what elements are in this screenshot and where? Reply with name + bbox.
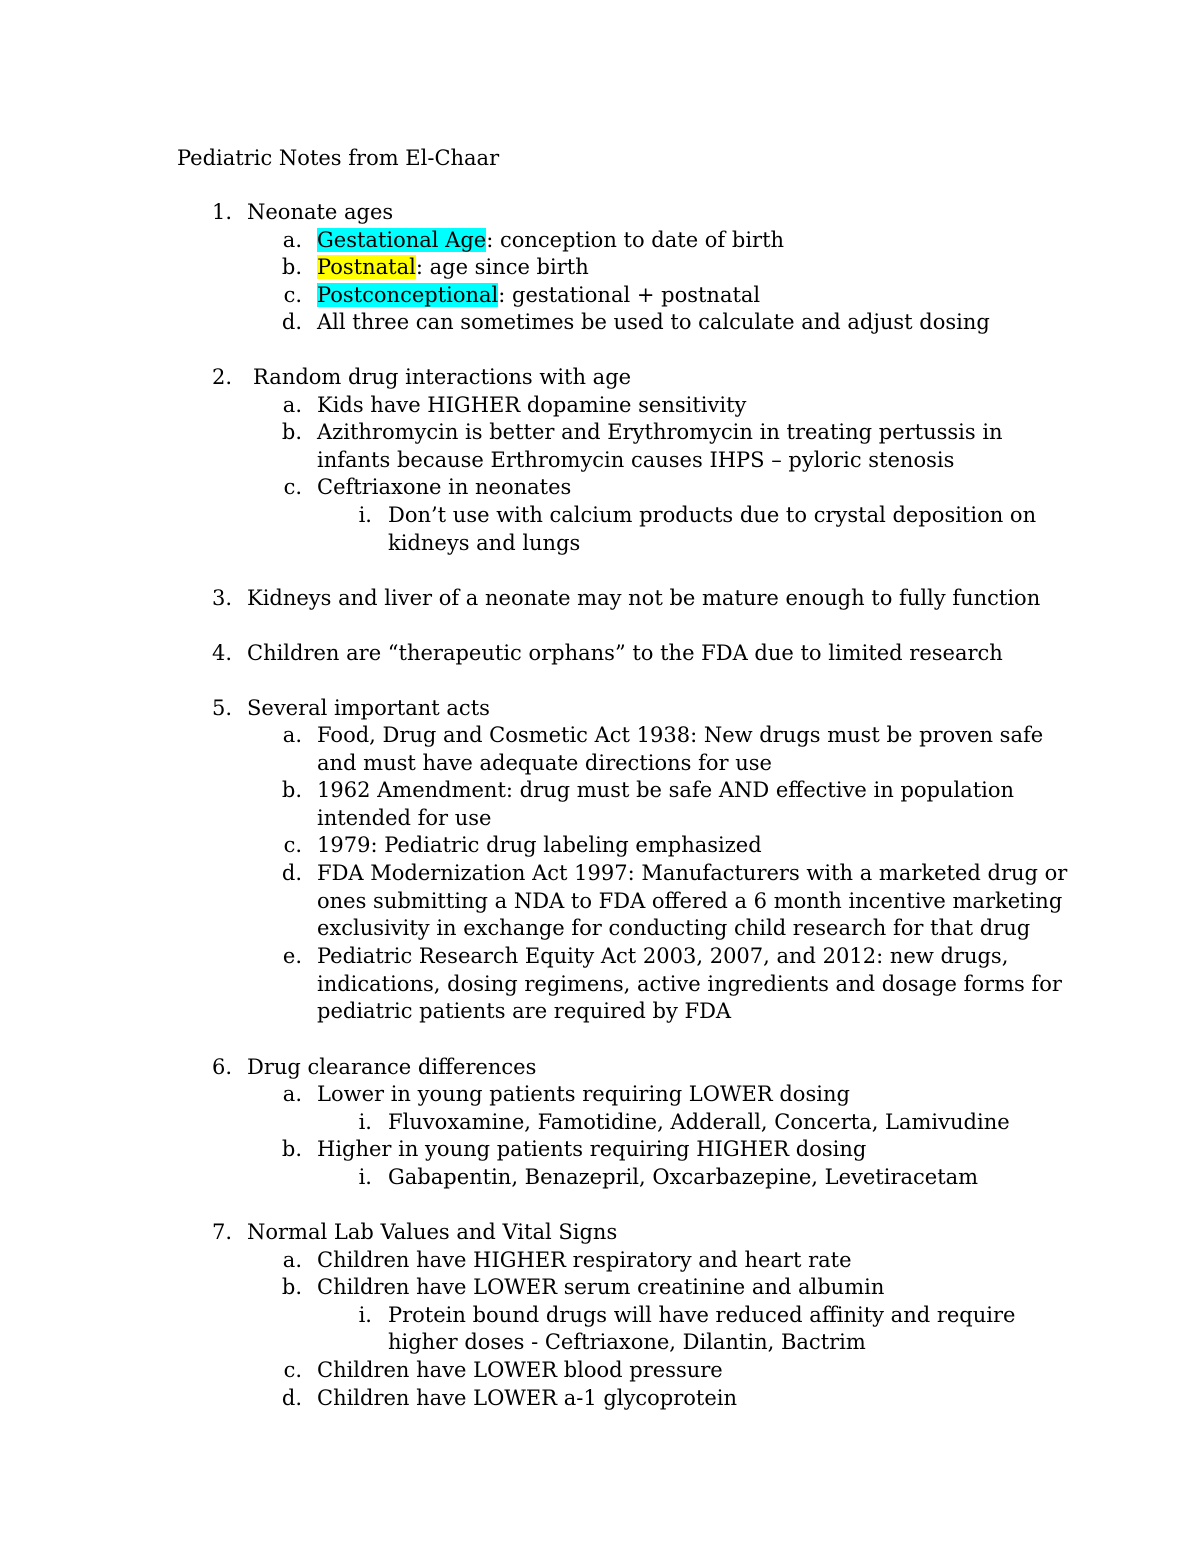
item-2c-i-line-1: Don’t use with calcium products due to crystal deposition on: [388, 503, 1037, 527]
item-1c-marker: c.: [283, 283, 302, 307]
section-4-heading: Children are “therapeutic orphans” to the FDA due to limited research: [247, 641, 1003, 665]
item-7c-text: Children have LOWER blood pressure: [317, 1358, 723, 1382]
section-3-number: 3.: [211, 586, 232, 610]
item-2c-text: Ceftriaxone in neonates: [317, 475, 572, 499]
item-2a-text: Kids have HIGHER dopamine sensitivity: [317, 393, 747, 417]
section-1-number: 1.: [211, 200, 232, 224]
item-2c-i-marker: i.: [358, 503, 372, 527]
item-1d-marker: d.: [281, 310, 302, 334]
section-7-number: 7.: [211, 1220, 232, 1244]
item-6b-i-text: Gabapentin, Benazepril, Oxcarbazepine, Levetiracetam: [388, 1165, 979, 1189]
item-5a-line-1: Food, Drug and Cosmetic Act 1938: New drugs must be proven safe: [317, 723, 1044, 747]
section-4-number: 4.: [211, 641, 232, 665]
item-6b-marker: b.: [281, 1137, 302, 1161]
item-1a-text: : conception to date of birth: [486, 228, 785, 252]
item-7d-text: Children have LOWER a-1 glycoprotein: [317, 1386, 738, 1410]
section-7-heading: Normal Lab Values and Vital Signs: [247, 1220, 618, 1244]
highlight-term-postconceptional: Postconceptional: [317, 283, 499, 307]
item-6a-i-marker: i.: [358, 1110, 372, 1134]
item-7b-text: Children have LOWER serum creatinine and albumin: [317, 1275, 885, 1299]
section-2-number: 2.: [211, 365, 232, 389]
item-2b-marker: b.: [281, 420, 302, 444]
item-7b-marker: b.: [281, 1275, 302, 1299]
item-5c-text: 1979: Pediatric drug labeling emphasized: [317, 833, 762, 857]
item-7c-marker: c.: [283, 1358, 302, 1382]
section-3-heading: Kidneys and liver of a neonate may not be mature enough to fully function: [247, 586, 1041, 610]
item-2c-i-line-2: kidneys and lungs: [388, 531, 581, 555]
item-1b: [317, 253, 589, 281]
item-5b-line-2: intended for use: [317, 806, 492, 830]
item-7d-marker: d.: [281, 1386, 302, 1410]
item-1c: [317, 281, 760, 309]
item-5e-line-1: Pediatric Research Equity Act 2003, 2007, and 2012: new drugs,: [317, 944, 1009, 968]
document-title: Pediatric Notes from El-Chaar: [177, 146, 500, 170]
item-5a-line-2: and must have adequate directions for use: [317, 751, 772, 775]
item-7a-marker: a.: [282, 1248, 302, 1272]
item-6b-i-marker: i.: [358, 1165, 372, 1189]
highlight-term-postnatal: Postnatal: [317, 255, 416, 279]
item-5d-line-2: ones submitting a NDA to FDA offered a 6 month incentive marketing: [317, 889, 1063, 913]
item-7b-i-line-2: higher doses - Ceftriaxone, Dilantin, Bactrim: [388, 1330, 866, 1354]
section-6-number: 6.: [211, 1055, 232, 1079]
item-6a-text: Lower in young patients requiring LOWER dosing: [317, 1082, 850, 1106]
item-7b-i-line-1: Protein bound drugs will have reduced affinity and require: [388, 1303, 1016, 1327]
item-5e-line-3: pediatric patients are required by FDA: [317, 999, 732, 1023]
item-5d-line-3: exclusivity in exchange for conducting child research for that drug: [317, 916, 1031, 940]
item-5e-marker: e.: [282, 944, 302, 968]
item-6a-i-text: Fluvoxamine, Famotidine, Adderall, Concerta, Lamivudine: [388, 1110, 1010, 1134]
item-6a-marker: a.: [282, 1082, 302, 1106]
item-1b-text: : age since birth: [415, 255, 589, 279]
item-5d-line-1: FDA Modernization Act 1997: Manufacturers with a marketed drug or: [317, 861, 1068, 885]
item-5d-marker: d.: [281, 861, 302, 885]
item-5a-marker: a.: [282, 723, 302, 747]
section-5-heading: Several important acts: [247, 696, 490, 720]
item-1c-text: : gestational + postnatal: [498, 283, 761, 307]
item-5c-marker: c.: [283, 833, 302, 857]
item-1b-marker: b.: [281, 255, 302, 279]
section-6-heading: Drug clearance differences: [247, 1055, 537, 1079]
item-7b-i-marker: i.: [358, 1303, 372, 1327]
item-5b-line-1: 1962 Amendment: drug must be safe AND effective in population: [317, 778, 1015, 802]
item-1a-marker: a.: [282, 228, 302, 252]
section-2-heading: Random drug interactions with age: [253, 365, 632, 389]
item-2b-line-1: Azithromycin is better and Erythromycin in treating pertussis in: [317, 420, 1003, 444]
highlight-term-gestational-age: Gestational Age: [317, 228, 487, 252]
item-5e-line-2: indications, dosing regimens, active ingredients and dosage forms for: [317, 972, 1062, 996]
section-1-heading: Neonate ages: [247, 200, 394, 224]
item-1a: [317, 226, 784, 254]
section-5-number: 5.: [211, 696, 232, 720]
item-6b-text: Higher in young patients requiring HIGHER dosing: [317, 1137, 867, 1161]
item-2b-line-2: infants because Erthromycin causes IHPS – pyloric stenosis: [317, 448, 955, 472]
item-2c-marker: c.: [283, 475, 302, 499]
item-7a-text: Children have HIGHER respiratory and heart rate: [317, 1248, 852, 1272]
item-5b-marker: b.: [281, 778, 302, 802]
item-1d-text: All three can sometimes be used to calculate and adjust dosing: [317, 310, 990, 334]
item-2a-marker: a.: [282, 393, 302, 417]
